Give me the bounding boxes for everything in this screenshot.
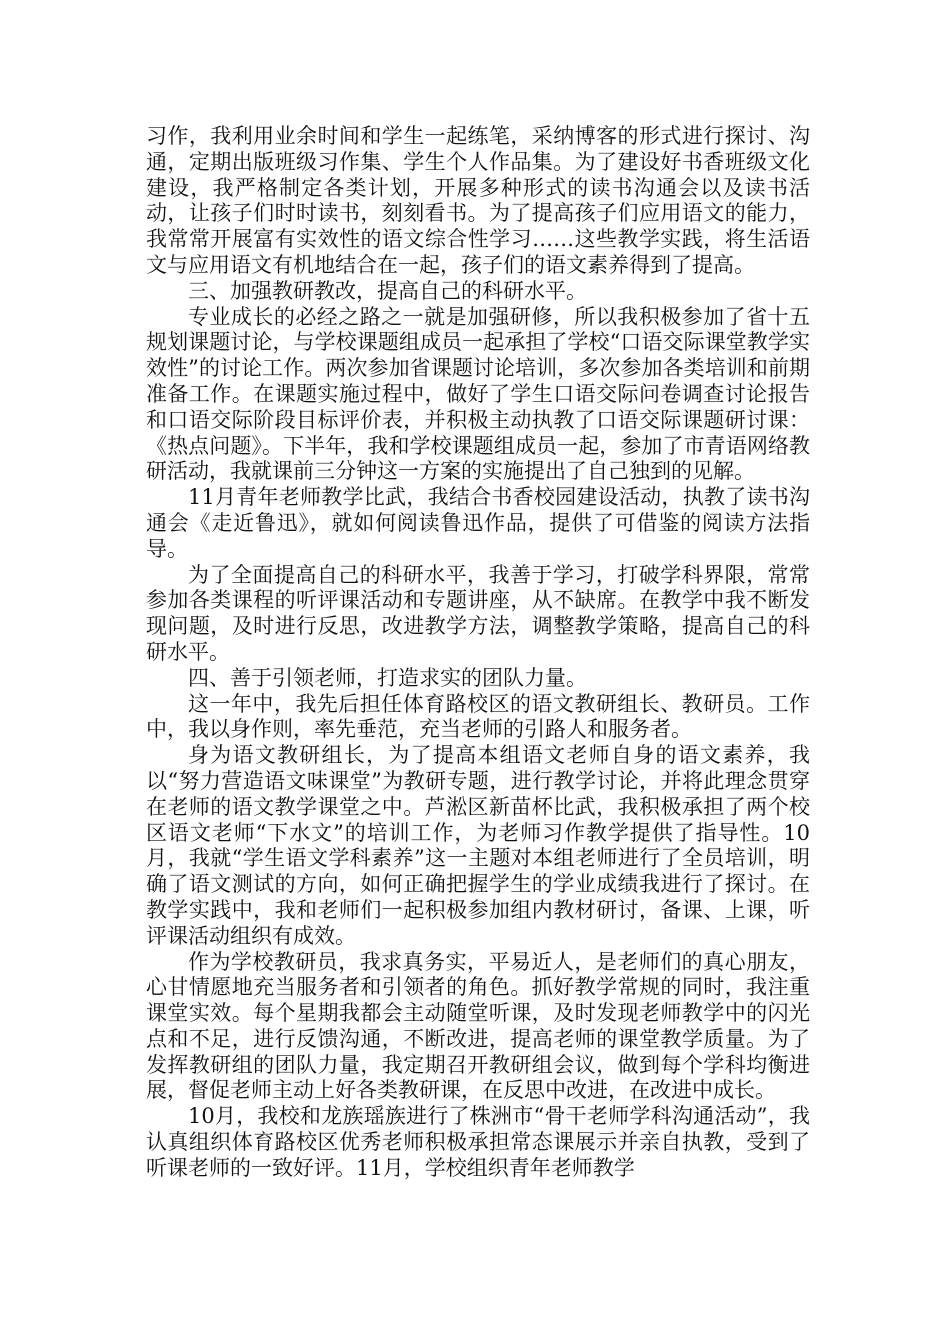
paragraph: 专业成长的必经之路之一就是加强研修，所以我积极参加了省十五规划课题讨论，与学校课题组成员一起承担了学校“口语交际课堂教学实效性”的讨论工作。两次参加省课题讨论培训，多次参加各类培训和前期准备工作。在课题实施过程中，做好了学生口语交际问卷调查讨论报告和口语交际阶段目标评价表，并积极主动执教了口语交际课题研讨课：《热点问题》。下半年，我和学校课题组成员一起，参加了市青语网络教研活动，我就课前三分钟这一方案的实施提出了自己独到的见解。 — [146, 304, 810, 484]
paragraph: 习作，我利用业余时间和学生一起练笔，采纳博客的形式进行探讨、沟通，定期出版班级习作集、学生个人作品集。为了建设好书香班级文化建设，我严格制定各类计划，开展多种形式的读书沟通会以及读书活动，让孩子们时时读书，刻刻看书。为了提高孩子们应用语文的能力，我常常开展富有实效性的语文综合性学习……这些教学实践，将生活语文与应用语文有机地结合在一起，孩子们的语文素养得到了提高。 — [146, 124, 810, 277]
paragraph: 10月，我校和龙族瑶族进行了株洲市“骨干老师学科沟通活动”，我认真组织体育路校区优秀老师积极承担常态课展示并亲自执教，受到了听课老师的一致好评。11月，学校组织青年老师教学 — [146, 1104, 810, 1180]
paragraph: 作为学校教研员，我求真务实，平易近人，是老师们的真心朋友，心甘情愿地充当服务者和引领者的角色。抓好教学常规的同时，我注重课堂实效。每个星期我都会主动随堂听课，及时发现老师教学中的闪光点和不足，进行反馈沟通，不断改进，提高老师的课堂教学质量。为了发挥教研组的团队力量，我定期召开教研组会议，做到每个学科均衡进展，督促老师主动上好各类教研课，在反思中改进，在改进中成长。 — [146, 949, 810, 1103]
paragraph: 这一年中，我先后担任体育路校区的语文教研组长、教研员。工作中，我以身作则，率先垂范，充当老师的引路人和服务者。 — [146, 691, 810, 742]
section-heading-three: 三、加强教研教改，提高自己的科研水平。 — [188, 278, 587, 303]
paragraph: 11月青年老师教学比武，我结合书香校园建设活动，执教了读书沟通会《走近鲁迅》，就如何阅读鲁迅作品，提供了可借鉴的阅读方法指导。 — [146, 485, 810, 561]
document-body — [146, 124, 810, 1182]
paragraph: 身为语文教研组长，为了提高本组语文老师自身的语文素养，我以“努力营造语文味课堂”为教研专题，进行教学讨论，并将此理念贯穿在老师的语文教学课堂之中。芦淞区新苗杯比武，我积极承担了两个校区语文老师“下水文”的培训工作，为老师习作教学提供了指导性。10月，我就“学生语文学科素养”这一主题对本组老师进行了全员培训，明确了语文测试的方向，如何正确把握学生的学业成绩我进行了探讨。在教学实践中，我和老师们一起积极参加组内教材研讨，备课、上课，听评课活动组织有成效。 — [146, 743, 810, 948]
section-heading-four: 四、善于引领老师，打造求实的团队力量。 — [188, 665, 587, 690]
paragraph: 为了全面提高自己的科研水平，我善于学习，打破学科界限，常常参加各类课程的听评课活动和专题讲座，从不缺席。在教学中我不断发现问题，及时进行反思，改进教学方法，调整教学策略，提高自己的科研水平。 — [146, 562, 810, 664]
